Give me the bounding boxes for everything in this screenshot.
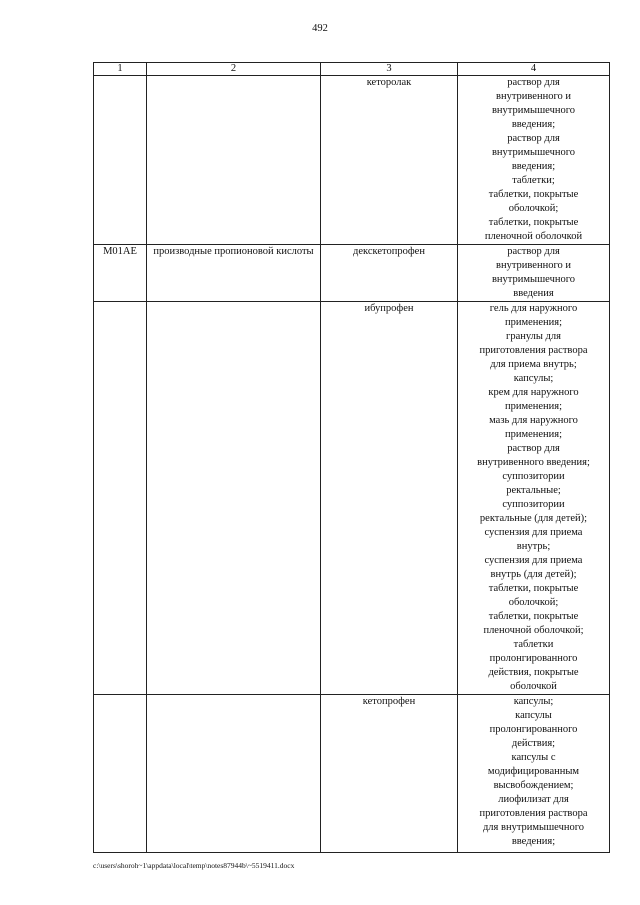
dosage-form-line: суппозитории: [502, 499, 565, 510]
dosage-form-line: внутривенного и: [496, 260, 571, 271]
dosage-form-line: внутрь (для детей);: [490, 569, 577, 580]
table-row: [94, 302, 610, 695]
drug-name-cell: ибупрофен: [321, 302, 458, 695]
pharmacological-group-cell: [147, 76, 321, 245]
dosage-form-line: приготовления раствора: [479, 345, 588, 356]
pharmacological-group-cell: производные пропионовой кислоты: [147, 245, 321, 302]
dosage-form-line: таблетки, покрытые: [488, 611, 579, 622]
dosage-form-line: капсулы;: [513, 696, 554, 707]
atc-code-cell: [94, 695, 147, 853]
dosage-form-line: гранулы для: [506, 331, 561, 342]
page-number: 492: [312, 23, 328, 34]
column-header: 3: [321, 63, 458, 76]
dosage-form-line: таблетки;: [512, 175, 555, 186]
dosage-form-line: раствор для: [507, 443, 560, 454]
dosage-form-line: раствор для: [507, 246, 560, 257]
dosage-form-line: суспензия для приема: [484, 555, 583, 566]
dosage-forms-cell: [458, 302, 610, 695]
dosage-form-line: действия, покрытые: [488, 667, 579, 678]
dosage-form-line: введения;: [511, 161, 556, 172]
dosage-form-line: ректальные;: [506, 485, 561, 496]
atc-code-cell: [94, 302, 147, 695]
dosage-form-line: внутримышечного: [491, 147, 576, 158]
dosage-form-line: капсулы: [515, 710, 552, 721]
drug-name-cell: кеторолак: [321, 76, 458, 245]
dosage-form-line: действия;: [511, 738, 556, 749]
dosage-form-line: раствор для: [507, 133, 560, 144]
dosage-form-line: введения;: [511, 119, 556, 130]
dosage-form-line: капсулы с: [511, 752, 556, 763]
dosage-form-line: таблетки, покрытые: [488, 189, 579, 200]
dosage-form-line: модифицированным: [487, 766, 580, 777]
dosage-forms-cell: [458, 695, 610, 853]
table-header-row: [94, 63, 610, 76]
drug-table: [93, 62, 610, 853]
atc-code-cell: [94, 76, 147, 245]
dosage-form-line: высвобождением;: [493, 780, 574, 791]
dosage-form-line: оболочкой: [510, 681, 557, 692]
dosage-form-line: суппозитории: [502, 471, 565, 482]
dosage-form-line: таблетки: [513, 639, 554, 650]
dosage-form-line: раствор для: [507, 77, 560, 88]
dosage-forms-cell: [458, 76, 610, 245]
atc-code-cell: M01AE: [94, 245, 147, 302]
table-row: [94, 76, 610, 245]
dosage-form-line: внутримышечного: [491, 105, 576, 116]
dosage-form-line: пролонгированного: [489, 653, 578, 664]
dosage-form-line: гель для наружного: [489, 303, 578, 314]
column-header: 1: [94, 63, 147, 76]
dosage-form-line: оболочкой;: [508, 597, 559, 608]
dosage-form-line: для приема внутрь;: [490, 359, 577, 370]
pharmacological-group-cell: [147, 302, 321, 695]
column-header: 4: [458, 63, 610, 76]
dosage-form-line: применения;: [504, 401, 563, 412]
dosage-form-line: внутривенного и: [496, 91, 571, 102]
dosage-form-line: применения;: [504, 429, 563, 440]
dosage-form-line: внутривенного введения;: [477, 457, 590, 468]
dosage-forms-cell: [458, 245, 610, 302]
drug-name-cell: кетопрофен: [321, 695, 458, 853]
dosage-form-line: таблетки, покрытые: [488, 583, 579, 594]
dosage-form-line: введения: [513, 288, 554, 299]
dosage-form-line: крем для наружного: [488, 387, 579, 398]
dosage-form-line: введения;: [511, 836, 556, 847]
dosage-form-line: оболочкой;: [508, 203, 559, 214]
dosage-form-line: лиофилизат для: [498, 794, 569, 805]
dosage-form-line: пленочной оболочкой: [484, 231, 583, 242]
table-row: [94, 245, 610, 302]
column-header: 2: [147, 63, 321, 76]
dosage-form-line: для внутримышечного: [482, 822, 585, 833]
table-row: [94, 695, 610, 853]
dosage-form-line: пленочной оболочкой;: [483, 625, 584, 636]
dosage-form-line: мазь для наружного: [489, 415, 578, 426]
dosage-form-line: пролонгированного: [489, 724, 578, 735]
dosage-form-line: применения;: [504, 317, 563, 328]
pharmacological-group-cell: [147, 695, 321, 853]
dosage-form-line: ректальные (для детей);: [479, 513, 588, 524]
dosage-form-line: суспензия для приема: [484, 527, 583, 538]
dosage-form-line: таблетки, покрытые: [488, 217, 579, 228]
dosage-form-line: капсулы;: [513, 373, 554, 384]
dosage-form-line: приготовления раствора: [479, 808, 588, 819]
dosage-form-line: внутрь;: [516, 541, 551, 552]
drug-name-cell: декскетопрофен: [321, 245, 458, 302]
dosage-form-line: внутримышечного: [491, 274, 576, 285]
footer-file-path: c:\users\shoroh~1\appdata\local\temp\notes87944b\~5519411.docx: [93, 861, 295, 870]
